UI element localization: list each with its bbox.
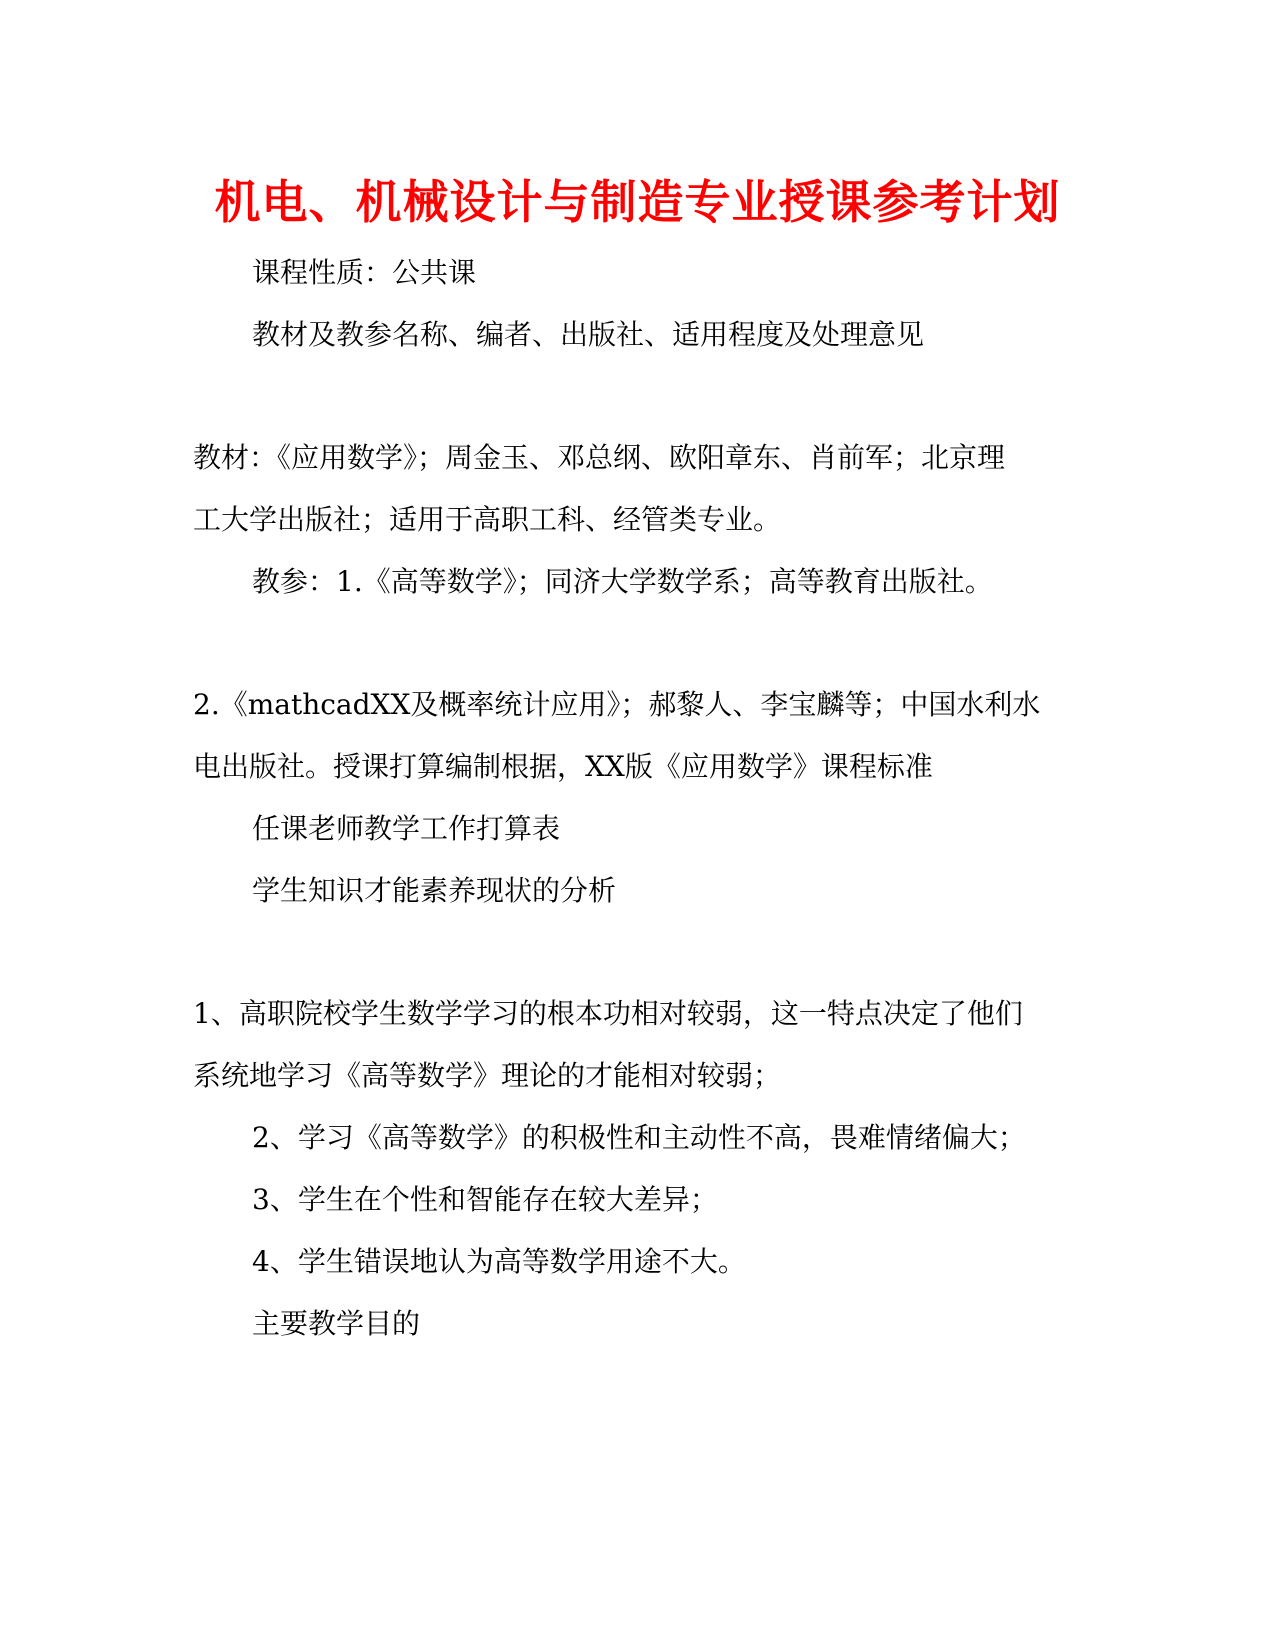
paragraph-reference-2-line2: 电出版社。授课打算编制根据，XX版《应用数学》课程标准 xyxy=(193,750,933,783)
paragraph-textbook-line2: 工大学出版社；适用于高职工科、经管类专业。 xyxy=(193,503,782,536)
paragraph-point-4: 4、学生错误地认为高等数学用途不大。 xyxy=(252,1245,746,1278)
paragraph-point-1-line2: 系统地学习《高等数学》理论的才能相对较弱； xyxy=(193,1059,782,1092)
paragraph-reference-2-line1: 2.《mathcadXX及概率统计应用》；郝黎人、李宝麟等；中国水利水 xyxy=(193,688,1041,721)
paragraph-student-analysis: 学生知识才能素养现状的分析 xyxy=(252,874,617,907)
paragraph-point-2: 2、学习《高等数学》的积极性和主动性不高，畏难情绪偏大； xyxy=(252,1121,1026,1154)
document-title: 机电、机械设计与制造专业授课参考计划 xyxy=(214,175,1061,229)
paragraph-materials-heading: 教材及教参名称、编者、出版社、适用程度及处理意见 xyxy=(252,318,925,351)
paragraph-course-nature: 课程性质：公共课 xyxy=(252,256,477,289)
paragraph-textbook-line1: 教材：《应用数学》；周金玉、邓总纲、欧阳章东、肖前军；北京理 xyxy=(193,441,1006,474)
paragraph-teaching-goals: 主要教学目的 xyxy=(252,1307,421,1340)
paragraph-point-3: 3、学生在个性和智能存在较大差异； xyxy=(252,1183,718,1216)
paragraph-teacher-plan: 任课老师教学工作打算表 xyxy=(252,812,561,845)
paragraph-point-1-line1: 1、高职院校学生数学学习的根本功相对较弱，这一特点决定了他们 xyxy=(193,997,1023,1030)
paragraph-reference-1: 教参：1.《高等数学》；同济大学数学系；高等教育出版社。 xyxy=(252,565,993,598)
